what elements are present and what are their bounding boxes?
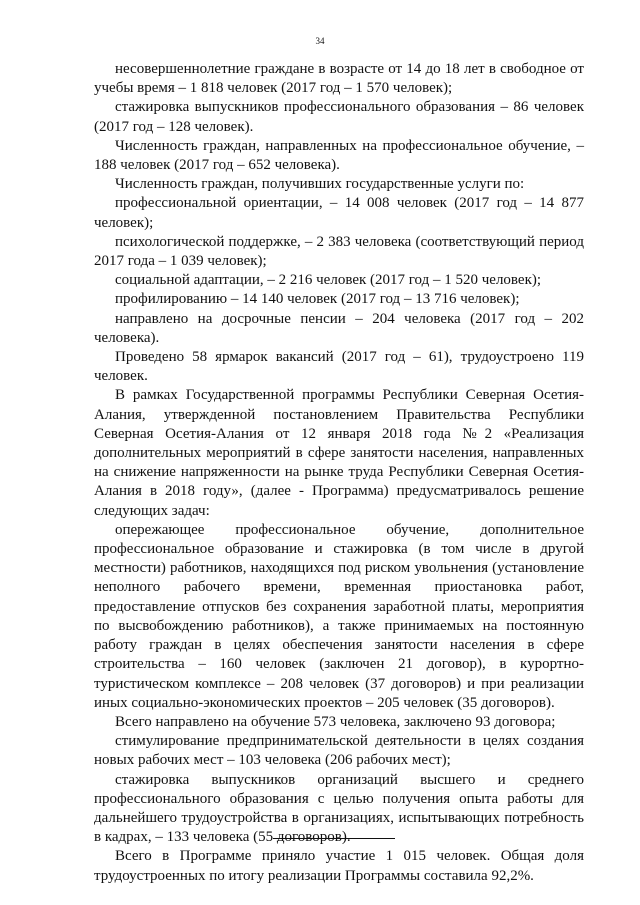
- paragraph-training-total: Всего направлено на обучение 573 человека, заключено 93 договора;: [115, 713, 556, 730]
- paragraph-program-summary: Всего в Программе приняло участие 1 015 человек. Общая доля трудоустроенных по итогу реализации Программы составила 92,2%.: [94, 848, 584, 884]
- paragraph-job-fairs: Проведено 58 ярмарок вакансий (2017 год – 61), трудоустроено 119 человек.: [94, 349, 584, 385]
- paragraph-graduate-internship: стажировка выпускников профессионального образования – 86 человек (2017 год – 128 человек).: [94, 99, 584, 135]
- paragraph-early-pensions: направлено на досрочные пенсии – 204 человека (2017 год – 202 человека).: [94, 310, 584, 346]
- paragraph-career-guidance: профессиональной ориентации, – 14 008 человек (2017 год – 14 877 человек);: [94, 195, 584, 231]
- paragraph-graduate-internship-program: стажировка выпускников организаций высшего и среднего профессионального образования с целью получения опыта работы для дальнейшего трудоустройства в организациях, испытывающих потребность в кадрах, – 133 человека (55 договоров).: [94, 771, 584, 846]
- document-body: [94, 60, 584, 886]
- footer-divider: [273, 838, 395, 839]
- paragraph-state-program: В рамках Государственной программы Республики Северная Осетия-Алания, утвержденной постановлением Правительства Республики Северная Осетия-Алания от 12 января 2018 года №2 «Реализация дополнительных мероприятий в сфере занятости населения, направленных на снижение напряженности на рынке труда Республики Северная Осетия-Алания в 2018 году», (далее - Программа) предусматривалось решение следующих задач:: [94, 387, 584, 519]
- paragraph-advance-training: опережающее профессиональное обучение, дополнительное профессиональное образование и стажировка (в том числе в другой местности) работников, находящихся под риском увольнения (установление неполного рабочего времени, временная приостановка работ, предоставление отпусков без сохранения заработной платы, мероприятия по высвобождению работников), а также принимаемых на постоянную работу граждан в целях обеспечения занятости населения в сфере строительства – 160 человек (заключен 21 договор), в курортно-туристическом комплексе – 208 человек (37 договоров) и при реализации иных социально-экономических проектов – 205 человек (35 договоров).: [94, 521, 584, 711]
- paragraph-vocational-training: Численность граждан, направленных на профессиональное обучение, – 188 человек (2017 год – 652 человека).: [94, 137, 584, 174]
- paragraph-profiling: профилированию – 14 140 человек (2017 год – 13 716 человек);: [115, 291, 520, 308]
- page-number: 34: [315, 36, 325, 46]
- paragraph-psychological-support: психологической поддержке, – 2 383 человека (соответствующий период 2017 года – 1 039 человек);: [94, 233, 584, 270]
- paragraph-minors-employment: несовершеннолетние граждане в возрасте от 14 до 18 лет в свободное от учебы время – 1 818 человек (2017 год – 1 570 человек);: [94, 61, 584, 97]
- paragraph-services-intro: Численность граждан, получивших государственные услуги по:: [115, 176, 525, 193]
- paragraph-social-adaptation: социальной адаптации, – 2 216 человек (2017 год – 1 520 человек);: [115, 272, 542, 289]
- paragraph-entrepreneurship: стимулирование предпринимательской деятельности в целях создания новых рабочих мест – 103 человека (206 рабочих мест);: [94, 733, 584, 769]
